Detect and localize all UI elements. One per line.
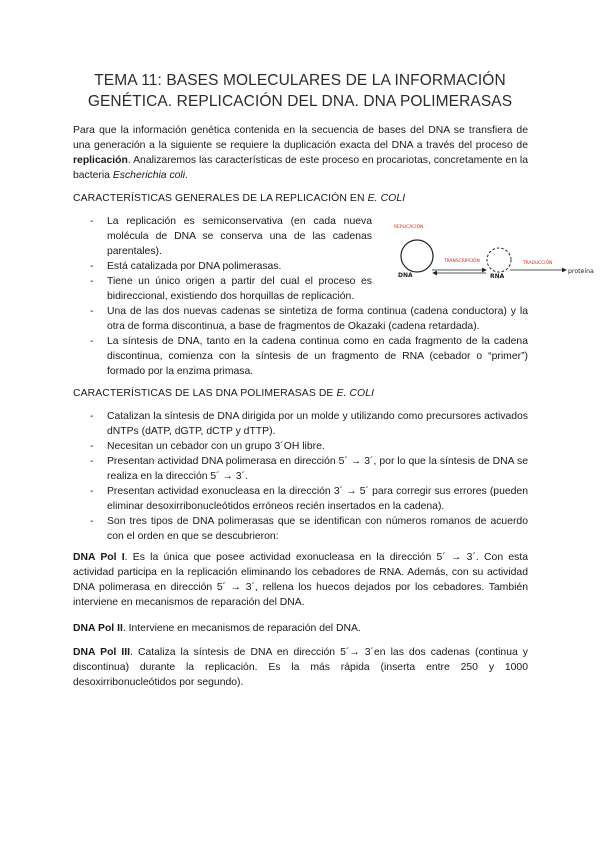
section-2-list xyxy=(107,409,528,544)
rna-label: RNA xyxy=(490,273,505,280)
intro-paragraph xyxy=(73,123,528,183)
section-1-heading-species: E. COLI xyxy=(367,193,406,204)
pol-2-label: DNA Pol II xyxy=(73,623,123,634)
pol-2-paragraph xyxy=(73,621,528,636)
intro-text-1: Para que la información genética contenida en la secuencia de bases del DNA se transfiera de una generación a la siguiente se requiere la duplicación exacta del DNA a través del proceso de xyxy=(73,125,528,151)
list-item: - Son tres tipos de DNA polimerasas que se identifican con números romanos de acuerdo con el orden en que se descubrieron: xyxy=(107,514,528,544)
section-1-list-narrow xyxy=(107,214,372,304)
pol-2-text: . Interviene en mecanismos de reparación del DNA. xyxy=(122,623,361,634)
pol-3-label: DNA Pol III xyxy=(73,647,131,658)
list-item: - Necesitan un cebador con un grupo 3´OH libre. xyxy=(107,439,528,454)
pol-3-text: . Cataliza la síntesis de DNA en dirección 5´→ 3´en las dos cadenas (continua y discontinua) durante la replicación. Es la más rápida (inserta entre 250 y 1000 desoxirribonucleótidos por segundo). xyxy=(73,647,528,688)
list-item: - La replicación es semiconservativa (en cada nueva molécula de DNA se conserva una de las cadenas parentales). xyxy=(107,214,372,259)
list-item: - La síntesis de DNA, tanto en la cadena continua como en cada fragmento de la cadena discontinua, comienza con la síntesis de un fragmento de RNA (cebador o “primer”) formado por la enzima primasa. xyxy=(107,334,528,379)
title-line-2: GENÉTICA. REPLICACIÓN DEL DNA. DNA POLIMERASAS xyxy=(87,93,513,110)
section-1-heading xyxy=(73,192,528,206)
list-item: - Está catalizada por DNA polimerasas. xyxy=(107,259,372,274)
replicacion-label: REPLICACIÓN xyxy=(394,225,424,230)
list-item: - Presentan actividad DNA polimerasa en dirección 5´ → 3´, por lo que la síntesis de DNA se realiza en la dirección 5´ → 3´. xyxy=(107,454,528,484)
pol-1-paragraph xyxy=(73,550,528,610)
rna-circle xyxy=(487,248,511,272)
central-dogma-diagram xyxy=(386,218,600,290)
section-1-list-wide xyxy=(107,304,528,379)
pol-3-paragraph xyxy=(73,645,528,690)
section-1-heading-text: CARACTERÍSTICAS GENERALES DE LA REPLICACIÓN EN xyxy=(73,193,368,204)
pol-1-text: . Es la única que posee actividad exonucleasa en la dirección 5´ → 3´. Con esta actividad participa en la replicación eliminando los cebadores de RNA. Además, con su actividad DNA polimerasa en dirección 5´ → 3´, rellena los huecos dejados por los cebadores. También interviene en mecanismos de reparación del DNA. xyxy=(73,552,528,608)
traduccion-label: TRADUCCIÓN xyxy=(523,261,553,266)
dna-circle xyxy=(401,240,433,272)
intro-species: Escherichia coli xyxy=(112,170,186,181)
list-item: - Presentan actividad exonucleasa en la dirección 3´ → 5´ para corregir sus errores (pueden eliminar desoxirribonucleótidos erróneos recién insertados en la cadena). xyxy=(107,484,528,514)
list-item: - Catalizan la síntesis de DNA dirigida por un molde y utilizando como precursores activados dNTPs (dATP, dGTP, dCTP y dTTP). xyxy=(107,409,528,439)
dna-label: DNA xyxy=(398,272,413,279)
list-item: - Tiene un único origen a partir del cual el proceso es bidireccional, existiendo dos horquillas de replicación. xyxy=(107,274,372,304)
intro-bold-term: replicación xyxy=(73,155,128,166)
section-2-heading-text: CARACTERÍSTICAS DE LAS DNA POLIMERASAS DE xyxy=(73,388,337,399)
section-2-heading-species: E. COLI xyxy=(336,388,375,399)
intro-text-2: . Analizaremos las características de este proceso en procariotas, concretamente en la bacteria xyxy=(73,155,528,181)
page-title xyxy=(60,70,540,112)
intro-text-3: . xyxy=(185,170,188,181)
section-2-heading xyxy=(73,387,528,401)
list-item: - Una de las dos nuevas cadenas se sintetiza de forma continua (cadena conductora) y la otra de forma discontinua, a base de fragmentos de Okazaki (cadena retardada). xyxy=(107,304,528,334)
protein-label: proteína xyxy=(568,268,594,275)
pol-1-label: DNA Pol I xyxy=(73,552,125,563)
transcripcion-label: TRANSCRIPCIÓN xyxy=(444,259,480,264)
title-line-1: TEMA 11: BASES MOLECULARES DE LA INFORMACIÓN xyxy=(94,72,506,89)
